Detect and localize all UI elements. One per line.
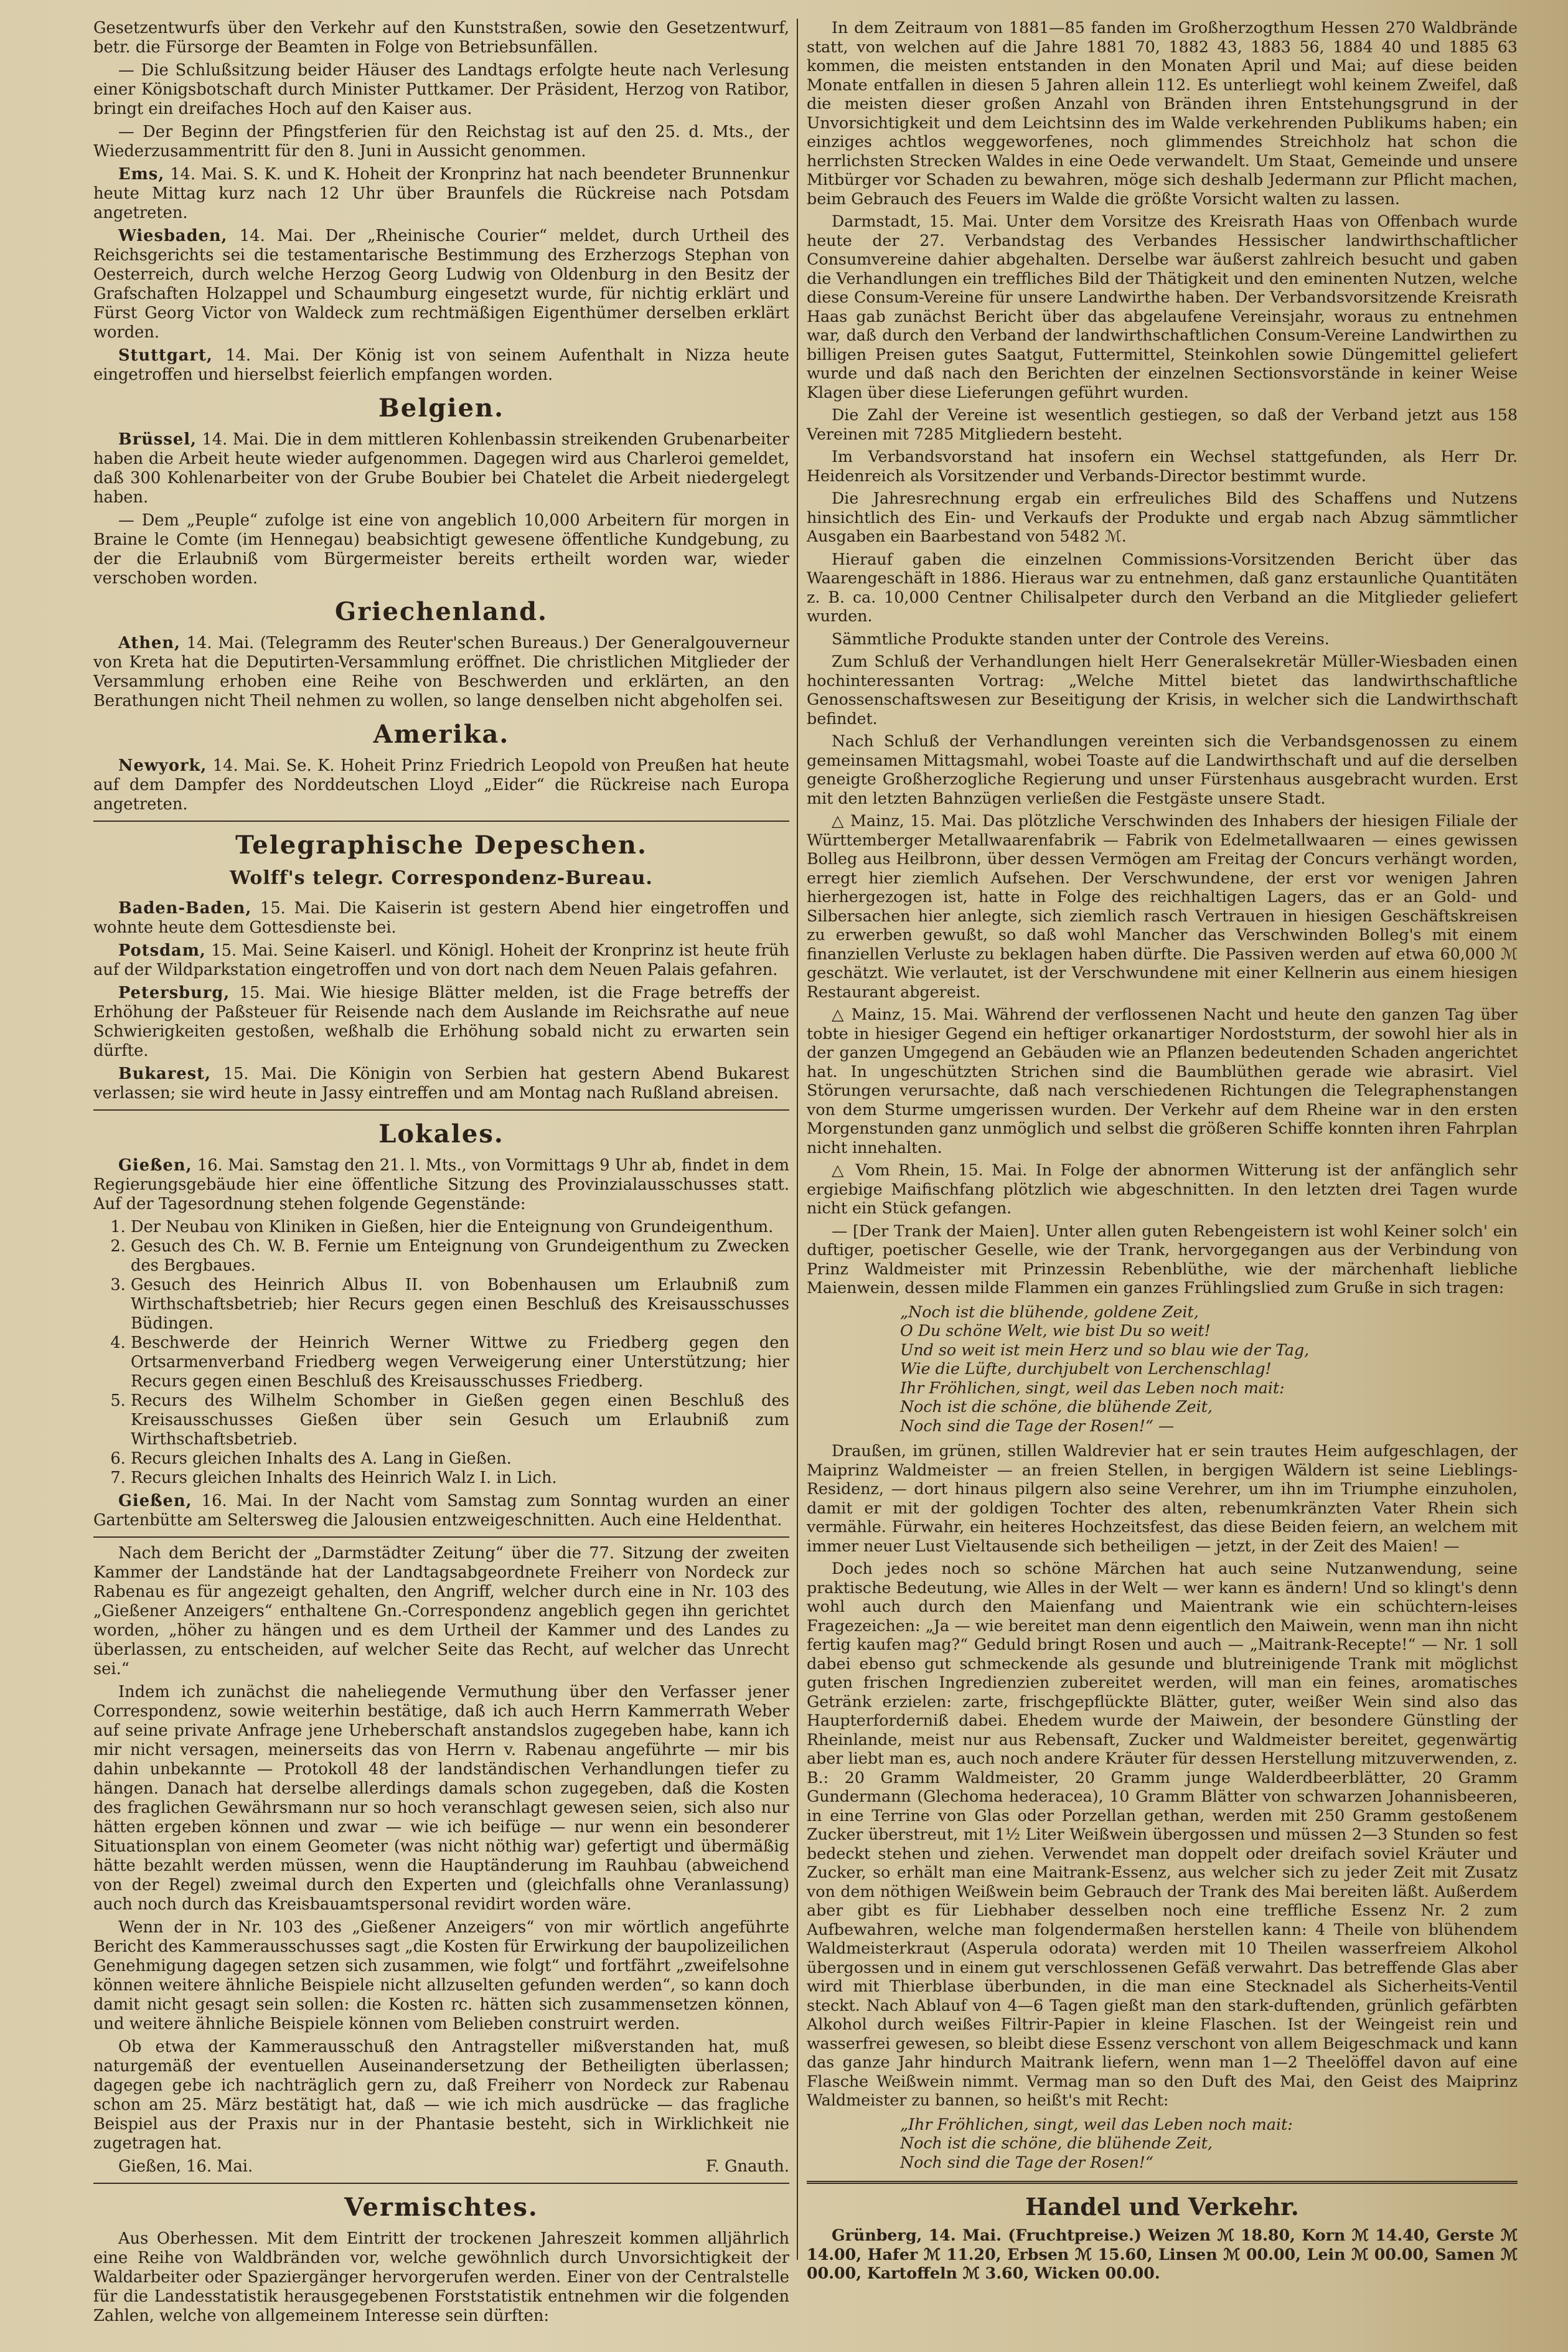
paragraph-text: Gesetzentwurfs über den Verkehr auf den Kunststraßen, sowie den Gesetzentwurf, betr. die Fürsorge der Beamten in Folge von Betriebsunfällen. — [93, 19, 789, 57]
agenda-item: 4. Beschwerde der Heinrich Werner Wittwe zu Friedberg gegen den Ortsarmenverband Friedberg wegen Verweigerung einer Unterstützung; hier Recurs gegen einen Beschluß des Kreisausschusses Friedberg. — [131, 1334, 789, 1391]
paragraph — [93, 941, 789, 980]
paragraph-text: — Der Beginn der Pfingstferien für den Reichstag ist auf den 25. d. Mts., der Wiederzusammentritt für den 8. Juni in Aussicht genommen. — [93, 123, 789, 161]
paragraph — [93, 1918, 789, 2034]
agenda-item: 3. Gesuch des Heinrich Albus II. von Bobenhausen um Erlaubniß zum Wirthschaftsbetrieb; hier Recurs gegen einen Beschluß des Kreisausschusses Büdingen. — [131, 1276, 789, 1334]
paragraph-text: Doch jedes noch so schöne Märchen hat auch seine Nutzanwendung, seine praktische Bedeutung, wie Alles in der Welt — wer kann es ändern! Und so klingt's denn wohl auch durch den Maienfang und Maientrank wie ein schüchtern-leises Fragezeichen: „Ja — wie bereitet man denn eigentlich den Maiwein, wenn man ihn nicht fertig kaufen mag?“ Geduld bringt Rosen und auch — „Maitrank-Recepte!“ — Nr. 1 soll dabei ebenso gut schmeckende als gesunde und blutreinigende Trank mit möglichst guten frischen Ingredienzien zubereitet werden, will man ein feines, aromatisches Getränk erzielen: zarte, frischgepflückte Blätter, guter, weißer Wein sind also das Haupterforderniß dabei. Ehedem wurde der Maiwein, der besondere Günstling der Rheinlande, meist nur aus Rebensaft, Zucker und Waldmeister bereitet, gegenwärtig aber liebt man es, auch noch andere Kräuter für dessen Herstellung mitzuverwenden, z. B.: 20 Gramm Waldmeister, 20 Gramm junge Walderdbeerblätter, 20 Gramm Gundermann (Glechoma hederacea), 10 Gramm Blätter von schwarzen Johannisbeeren, in eine Terrine von Glas oder Porzellan gethan, werden mit 250 Gramm gestoßenem Zucker überstreut, mit 1½ Liter Weißwein übergossen und müssen 2—3 Stunden so fest bedeckt stehen und ziehen. Verwendet man doppelt oder dreifach soviel Kräuter und Zucker, so erhält man eine Maitrank-Essenz, aus welcher sich zu jeder Zeit mit Zusatz von dem nöthigen Weißwein beim Gebrauch der Trank des Mai bereiten läßt. Außerdem aber gibt es für Liebhaber desselben noch eine treffliche Essenz Nr. 2 zum Aufbewahren, welche man folgendermaßen herstellen kann: 4 Theile von blühendem Waldmeisterkraut (Asperula odorata) werden mit 10 Theilen wasserfreiem Alkohol übergossen und in einem gut verschlossenen Gefäß verwahrt. Das betreffende Glas aber wird mit Thierblase überbunden, in die man eine Stecknadel als Sicherheits-Ventil steckt. Nach Ablauf von 4—6 Tagen gießt man den stark-duftenden, grünlich gefärbten Alkohol durch weißes Filtrir-Papier in kleine Flaschen. Ist der Weingeist rein und wasserfrei gewesen, so bleibt diese Essenz verschont von allem Beigeschmack und kann das ganze Jahr hindurch Maitrank liefern, wenn man 1—2 Theelöffel davon auf eine Flasche Weißwein nimmt. Vermag man so den Duft des Mai, den Geist des Maiprinz Waldmeister zu bannen, so heißt's mit Recht: — [807, 1559, 1518, 2109]
agenda-item: 6. Recurs gleichen Inhalts des A. Lang in Gießen. — [131, 1449, 789, 1469]
agenda-item: 2. Gesuch des Ch. W. B. Fernie um Enteignung von Grundeigenthum zu Zwecken des Bergbaues. — [131, 1237, 789, 1276]
poem-line: Noch sind die Tage der Rosen!“ — — [900, 1416, 1175, 1435]
paragraph — [807, 652, 1518, 728]
paragraph — [807, 406, 1518, 444]
poem-line: Noch ist die schöne, die blühende Zeit, — [900, 2134, 1213, 2152]
market-prices: Grünberg, 14. Mai. (Fruchtpreise.) Weizen ℳ 18.80, Korn ℳ 14.40, Gerste ℳ 14.00, Hafer ℳ 11.20, Erbsen ℳ 15.60, Linsen ℳ 00.00, Lein ℳ 00.00, Samen ℳ 00.00, Kartoffeln ℳ 3.60, Wicken 00.00. — [807, 2226, 1518, 2282]
paragraph — [93, 346, 789, 385]
paragraph-text: 15. Mai. Wie hiesige Blätter melden, ist die Frage betreffs der Erhöhung der Paßsteuer für Reisende nach dem Auslande im Reichsrathe auf neue Schwierigkeiten gestoßen, weßhalb die Erhöhung sobald nicht zu erwarten sein dürfte. — [93, 984, 789, 1060]
agenda-item: 7. Recurs gleichen Inhalts des Heinrich Walz I. in Lich. — [131, 1469, 789, 1488]
market-heading: Handel und Verkehr. — [1025, 2193, 1299, 2221]
agenda-item: 1. Der Neubau von Kliniken in Gießen, hier die Enteignung von Grundeigenthum. — [131, 1218, 789, 1237]
paragraph-text: Nach Schluß der Verhandlungen vereinten sich die Verbandsgenossen zu einem gemeinsamen Mittagsmahl, wobei Toaste auf die Landwirthschaft und auf die derselben geneigte Großherzogliche Regierung und unser Fürstenhaus ausgebracht wurden. Erst mit den letzten Bahnzügen verließen die Festgäste unsere Stadt. — [807, 732, 1518, 807]
poem-line: Noch sind die Tage der Rosen!“ — [900, 2153, 1153, 2171]
poem — [900, 1303, 1518, 1436]
subsection-heading: Wolff's telegr. Correspondenz-Bureau. — [230, 867, 653, 889]
paragraph — [93, 227, 789, 342]
paragraph-text: 15. Mai. Seine Kaiserl. und Königl. Hoheit der Kronprinz ist heute früh auf der Wildparkstation eingetroffen und von dort nach dem Neuen Palais gefahren. — [93, 941, 789, 979]
section-rule — [93, 2183, 789, 2184]
poem-line: Und so weit ist mein Herz und so blau wie der Tag, — [900, 1340, 1310, 1359]
agenda-list — [93, 1218, 789, 1488]
paragraph — [807, 550, 1518, 626]
paragraph — [93, 1065, 789, 1103]
section-heading: Belgien. — [378, 393, 505, 423]
poem-line: „Noch ist die blühende, goldene Zeit, — [900, 1302, 1199, 1321]
section-rule — [807, 2181, 1518, 2184]
section-heading: Lokales. — [378, 1119, 504, 1149]
paragraph — [93, 1156, 789, 1214]
paragraph — [93, 123, 789, 161]
paragraph — [93, 511, 789, 588]
paragraph-text: Die Jahresrechnung ergab ein erfreuliches Bild des Schaffens und Nutzens hinsichtlich des Ein- und Verkaufs der Produkte und ergab nach Abzug sämmtlicher Ausgaben ein Baarbestand von 5482 ℳ. — [807, 489, 1518, 545]
paragraph-text: Wenn der in Nr. 103 des „Gießener Anzeigers“ von mir wörtlich angeführte Bericht des Kammerausschusses sagt „die Kosten für Erwirkung der baupolizeilichen Genehmigung dagegen setzen sich zusammen, wie folgt“ und fortfährt „zweifelsohne können weitere ähnliche Beispiele nicht allzuselten gefunden werden“, so kann doch damit nicht gesagt sein sollen: die Kosten rc. hätten sich zusammensetzen können, und weitere ähnliche Beispiele können vom Belieben construirt werden. — [93, 1918, 789, 2033]
poem-line: „Ihr Fröhlichen, singt, weil das Leben noch mait: — [900, 2115, 1293, 2133]
paragraph — [93, 756, 789, 814]
paragraph-text: Nach dem Bericht der „Darmstädter Zeitung“ über die 77. Sitzung der zweiten Kammer der Landstände hat der Landtagsabgeordnete Freiherr von Nordeck zur Rabenau es für angezeigt gehalten, den Angriff, welcher durch eine in Nr. 103 des „Gießener Anzeigers“ enthaltene Gn.-Correspondenz angeblich gegen ihn gerichtet worden, „höher zu hängen und es dem Urtheil der Kammer und des Landes zu überlassen, zu entscheiden, auf welcher Seite das Recht, auf welcher das Unrecht sei.“ — [93, 1544, 789, 1678]
paragraph-text: 14. Mai. (Telegramm des Reuter'schen Bureaus.) Der Generalgouverneur von Kreta hat die Deputirten-Versammlung eröffnet. Die christlichen Mitglieder der Versammlung erhoben eine Reihe von Beschwerden und erklärten, an den Berathungen nicht Theil nehmen zu wollen, so lange denselben nicht abgeholfen sei. — [93, 634, 789, 710]
dateline: Potsdam, — [118, 941, 206, 960]
signature-line — [93, 2157, 789, 2176]
paragraph — [807, 489, 1518, 547]
paragraph — [807, 1161, 1518, 1218]
paragraph-text: Aus Oberhessen. Mit dem Eintritt der trockenen Jahreszeit kommen alljährlich eine Reihe von Waldbränden vor, welche gewöhnlich durch Unvorsichtigkeit der Waldarbeiter oder Spaziergänger hervorgerufen werden. Einer von der Centralstelle für die Landesstatistik herausgegebenen Forststatistik entnehmen wir die folgenden Zahlen, welche von allgemeinem Interesse sein dürften: — [93, 2229, 789, 2325]
dateline: Bukarest, — [118, 1065, 211, 1083]
paragraph-text: 14. Mai. Der „Rheinische Courier“ meldet, durch Urtheil des Reichsgerichts sei die testamentarische Bestimmung des Erzherzogs Stephan von Oesterreich, durch welche Herzog Georg Ludwig von Oldenburg in den Besitz der Grafschaften Holzappel und Schaumburg eingesetzt wurde, für nichtig erklärt und Fürst Georg Victor von Waldeck zum rechtmäßigen Eigenthümer derselben erklärt worden. — [93, 227, 789, 342]
paragraph-text: 15. Mai. Die Königin von Serbien hat gestern Abend Bukarest verlassen; sie wird heute in Jassy eintreffen und am Montag nach Rußland abreisen. — [93, 1065, 789, 1103]
section-heading: Griechenland. — [335, 597, 548, 626]
paragraph-text: Indem ich zunächst die naheliegende Vermuthung über den Verfasser jener Correspondenz, sowie weiterhin bestätige, daß ich auch Herrn Kammerrath Weber auf seine private Anfrage jene Urheberschaft anstandslos zugegeben habe, kann ich mir nicht versagen, meinerseits das von Herrn v. Rabenau angeführte — mir bis dahin unbekannte — Protokoll 48 der landständischen Verhandlungen tiefer zu hängen. Danach hat derselbe allerdings damals schon zugegeben, daß die Kosten des fraglichen Gewährsmann nur so hoch veranschlagt gewesen seien, sich also nur hätten ergeben können und zwar — wie ich beifüge — nur wenn ein besonderer Situationsplan von einem Geometer (was nicht nöthig war) gefertigt und übermäßig hätte bezahlt werden müssen, wenn die Hauptänderung im Rauhbau (abweichend von der Regel) zweimal durch den Experten und (gleichfalls ohne Veranlassung) auch noch durch das Kreisbauamtspersonal revidirt worden wäre. — [93, 1683, 789, 1914]
paragraph — [807, 1559, 1518, 2110]
dateline: Petersburg, — [118, 984, 230, 1002]
paragraph-text: Ob etwa der Kammerausschuß den Antragsteller mißverstanden hat, muß naturgemäß der eventuellen Auseinandersetzung der Betheiligten überlassen; dagegen gebe ich nachträglich gern zu, daß Freiherr von Nordeck zur Rabenau schon am 25. März bestätigt hat, daß — wie ich mich ausdrücke — das fragliche Beispiel aus der Praxis nur in der Phantasie besteht, sich in Wirklichkeit nie zugetragen hat. — [93, 2038, 789, 2153]
paragraph-text: 14. Mai. Der König ist von seinem Aufenthalt in Nizza heute eingetroffen und hierselbst feierlich empfangen worden. — [93, 346, 789, 384]
paragraph — [807, 1005, 1518, 1157]
paragraph-text: — Dem „Peuple“ zufolge ist eine von angeblich 10,000 Arbeitern für morgen in Braine le Comte (im Hennegau) beabsichtigt gewesene öffentliche Kundgebung, zu der die Erlaubniß vom Bürgermeister bereits ertheilt worden war, wieder verschoben worden. — [93, 511, 789, 588]
section-rule — [93, 1536, 789, 1538]
poem-line: Noch ist die schöne, die blühende Zeit, — [900, 1398, 1213, 1416]
paragraph — [93, 2229, 789, 2326]
signature-author: F. Gnauth. — [705, 2157, 789, 2176]
section-heading: Vermischtes. — [344, 2193, 538, 2222]
paragraph-text: △ Mainz, 15. Mai. Während der verflossenen Nacht und heute den ganzen Tag über tobte in hiesiger Gegend ein heftiger orkanartiger Nordoststurm, der sowohl hier als in der ganzen Umgegend an Gebäuden wie an Pflanzen bedeutenden Schaden angerichtet hat. In ungeschützten Strichen sind die Baumblüthen gerade wie abrasirt. Viel Störungen verursachte, daß nach verschiedenen Richtungen die Telegraphenstangen von dem Sturme umgerissen wurden. Der Verkehr auf dem Rheine war in den ersten Morgenstunden ganz unmöglich und selbst die größeren Schiffe konnten ihren Fahrplan nicht innehalten. — [807, 1005, 1518, 1157]
paragraph-text: Im Verbandsvorstand hat insofern ein Wechsel stattgefunden, als Herr Dr. Heidenreich als Vorsitzender und Verbands-Director bestimmt wurde. — [807, 448, 1518, 485]
paragraph-text: 16. Mai. Samstag den 21. l. Mts., von Vormittags 9 Uhr ab, findet in dem Regierungsgebäude hier eine öffentliche Sitzung des Provinzialausschusses statt. Auf der Tagesordnung stehen folgende Gegenstände: — [93, 1156, 789, 1213]
paragraph — [807, 1442, 1518, 1556]
paragraph-text: △ Vom Rhein, 15. Mai. In Folge der abnormen Witterung ist der anfänglich sehr ergiebige Maifischfang plötzlich wie abgeschnitten. In den letzten drei Tagen wurde nicht ein Stück gefangen. — [807, 1161, 1518, 1217]
paragraph-text: In dem Zeitraum von 1881—85 fanden im Großherzogthum Hessen 270 Waldbrände statt, von welchen auf die Jahre 1881 70, 1882 43, 1883 56, 1884 40 und 1885 63 kommen, die meisten entstanden in den Monaten April und Mai; auf diese beiden Monate entfallen in diesen 5 Jahren allein 112. Es unterliegt wohl keinem Zweifel, daß die meisten dieser großen Anzahl von Bränden ihren Entstehungsgrund in der Unvorsichtigkeit und dem Leichtsinn des im Walde verkehrenden Publikums haben; ein einziges achtlos weggeworfenes, noch glimmendes Streichholz hat schon die herrlichsten Strecken Waldes in eine Oede verwandelt. Um Staat, Gemeinde und unsere Mitbürger vor Schaden zu bewahren, möge sich deshalb Jedermann zur Pflicht machen, beim Gebrauch des Feuers im Walde die größte Vorsicht walten zu lassen. — [807, 19, 1518, 208]
paragraph — [93, 19, 789, 57]
paragraph — [93, 634, 789, 711]
dateline: Athen, — [118, 634, 181, 652]
paragraph — [93, 1683, 789, 1914]
paragraph-text: 14. Mai. Se. K. Hoheit Prinz Friedrich Leopold von Preußen hat heute auf dem Dampfer des Norddeutschen Lloyd „Eider“ die Rückreise nach Europa angetreten. — [93, 756, 789, 814]
dateline: Stuttgart, — [118, 346, 213, 365]
paragraph — [807, 448, 1518, 486]
poem — [900, 2115, 1518, 2173]
paragraph — [807, 732, 1518, 808]
paragraph — [93, 1544, 789, 1679]
paragraph — [807, 1222, 1518, 1298]
paragraph — [93, 899, 789, 938]
paragraph — [93, 430, 789, 507]
paragraph — [93, 165, 789, 223]
paragraph-text: — [Der Trank der Maien]. Unter allen guten Rebengeistern ist wohl Keiner solch' ein duftiger, poetischer Geselle, wie der Trank, hervorgegangen aus der Verbindung von Prinz Waldmeister mit Prinzessin Rebenblüthe, wie der märchenhaft liebliche Maienwein, dessen milde Flammen ein ganzes Frühlingslied zum Gruße in sich tragen: — [807, 1221, 1518, 1297]
paragraph-text: Draußen, im grünen, stillen Waldrevier hat er sein trautes Heim aufgeschlagen, der Maiprinz Waldmeister — an freien Stellen, in bergigen Wäldern ist seine Lieblings-Residenz, — dort hinaus pilgern also seine Verehrer, um ihn im Triumphe einzuholen, damit er mit der goldigen Tochter des alten, rebenumkränzten Vater Rhein sich vermähle. Fürwahr, ein heiteres Hochzeitsfest, das diese Beiden feiern, an welchem mit immer neuer Lust Vieltausende sich betheiligen — jetzt, in der Zeit des Maien! — — [807, 1442, 1518, 1555]
paragraph-text: — Die Schlußsitzung beider Häuser des Landtags erfolgte heute nach Verlesung einer Königsbotschaft durch Minister Puttkamer. Der Präsident, Herzog von Ratibor, bringt ein dreifaches Hoch auf den Kaiser aus. — [93, 61, 789, 118]
paragraph-text: Sämmtliche Produkte standen unter der Controle des Vereins. — [832, 629, 1330, 648]
paragraph — [93, 61, 789, 119]
agenda-item: 5. Recurs des Wilhelm Schomber in Gießen gegen einen Beschluß des Kreisausschusses Gießen über sein Gesuch um Erlaubniß zum Wirthschaftsbetrieb. — [131, 1391, 789, 1449]
paragraph-text: 14. Mai. S. K. und K. Hoheit der Kronprinz hat nach beendeter Brunnenkur heute Mittag kurz nach 12 Uhr über Braunfels die Rückreise nach Potsdam angetreten. — [93, 165, 789, 222]
paragraph-text: Die Zahl der Vereine ist wesentlich gestiegen, so daß der Verband jetzt aus 158 Vereinen mit 7285 Mitgliedern besteht. — [807, 406, 1518, 443]
column-divider — [797, 19, 798, 2260]
dateline: Baden-Baden, — [118, 899, 252, 918]
signature-place-date: Gießen, 16. Mai. — [118, 2157, 253, 2176]
left-column — [93, 19, 789, 2330]
dateline: Newyork, — [118, 756, 207, 775]
paragraph-text: Zum Schluß der Verhandlungen hielt Herr Generalsekretär Müller-Wiesbaden einen hochinteressanten Vortrag: „Welche Mittel bietet das landwirthschaftliche Genossenschaftswesen zur Beseitigung der Krisis, in welcher sich die Landwirthschaft befindet. — [807, 652, 1518, 728]
poem-line: O Du schöne Welt, wie bist Du so weit! — [900, 1322, 1211, 1340]
paragraph — [93, 984, 789, 1061]
section-heading: Telegraphische Depeschen. — [235, 830, 647, 860]
section-rule — [93, 821, 789, 822]
dateline: Brüssel, — [118, 430, 197, 449]
section-rule — [93, 1109, 789, 1111]
paragraph-text: 16. Mai. In der Nacht vom Samstag zum Sonntag wurden an einer Gartenbütte am Seltersweg die Jalousien entzweigeschnitten. Auch eine Heldenthat. — [93, 1492, 789, 1530]
paragraph — [807, 812, 1518, 1002]
paragraph-text: 14. Mai. Die in dem mittleren Kohlenbassin streikenden Grubenarbeiter haben die Arbeit heute wieder aufgenommen. Dagegen wird aus Charleroi gemeldet, daß 300 Kohlenarbeiter von der Grube Boubier bei Chatelet die Arbeit niedergelegt haben. — [93, 430, 790, 507]
paragraph-text: Hierauf gaben die einzelnen Commissions-Vorsitzenden Bericht über das Waarengeschäft in 1886. Hieraus war zu entnehmen, daß ganz erstaunliche Quantitäten z. B. ca. 10,000 Centner Chilisalpeter durch den Verband an die Mitglieder geliefert wurden. — [807, 550, 1518, 625]
dateline: Gießen, — [118, 1156, 192, 1175]
poem-line: Ihr Fröhlichen, singt, weil das Leben noch mait: — [900, 1378, 1285, 1397]
dateline: Ems, — [118, 165, 165, 184]
paragraph — [807, 19, 1518, 209]
poem-line: Wie die Lüfte, durchjubelt von Lerchenschlag! — [900, 1360, 1272, 1378]
section-heading: Amerika. — [373, 720, 510, 749]
paragraph — [93, 1492, 789, 1530]
paragraph — [93, 2038, 789, 2153]
paragraph — [807, 630, 1518, 649]
paragraph — [807, 212, 1518, 402]
dateline: Gießen, — [118, 1492, 192, 1510]
right-column — [807, 19, 1518, 2287]
paragraph-text: Darmstadt, 15. Mai. Unter dem Vorsitze des Kreisrath Haas von Offenbach wurde heute der 27. Verbandstag des Verbandes Hessischer landwirthschaftlicher Consumvereine dahier abgehalten. Derselbe war äußerst zahlreich besucht und gaben die Verhandlungen ein treffliches Bild der Thätigkeit und den eminenten Nutzen, welche diese Consum-Vereine für unsere Landwirthe haben. Der Verbandsvorsitzende Kreisrath Haas gab zunächst Bericht über das abgelaufene Vereinsjahr, woraus zu entnehmen war, daß durch den Verband der landwirthschaftlichen Consum-Vereine Landwirthen zu billigen Preisen gutes Saatgut, Futtermittel, Steinkohlen sowie Düngemittel geliefert wurde und daß nach den Berichten der einzelnen Sectionsvorstände in keiner Weise Klagen über diese Lieferungen geführt wurden. — [807, 212, 1518, 402]
paragraph-text: △ Mainz, 15. Mai. Das plötzliche Verschwinden des Inhabers der hiesigen Filiale der Württemberger Metallwaarenfabrik — Fabrik von Edelmetallwaaren — eines gewissen Bolleg aus Heilbronn, über dessen Vermögen am Freitag der Concurs verhängt worden, erregt hier ziemlich Aufsehen. Der Verschwundene, der erst vor wenigen Jahren hierhergezogen ist, hatte in Folge des reichhaltigen Lagers, das er an Gold- und Silbersachen hier anlegte, sich ziemlich rasch Vertrauen in hiesigen Geschäftskreisen zu erwerben gewußt, so daß wohl Mancher das Verschwinden Bolleg's mit einem finanziellen Verluste zu beklagen haben dürfte. Die Passiven werden auf etwa 60,000 ℳ geschätzt. Wie verlautet, ist der Verschwundene mit einer Kellnerin aus einem hiesigen Restaurant abgereist. — [807, 812, 1518, 1001]
dateline: Wiesbaden, — [118, 227, 228, 245]
paragraph-text: 15. Mai. Die Kaiserin ist gestern Abend hier eingetroffen und wohnte heute dem Gottesdienste bei. — [93, 899, 789, 937]
